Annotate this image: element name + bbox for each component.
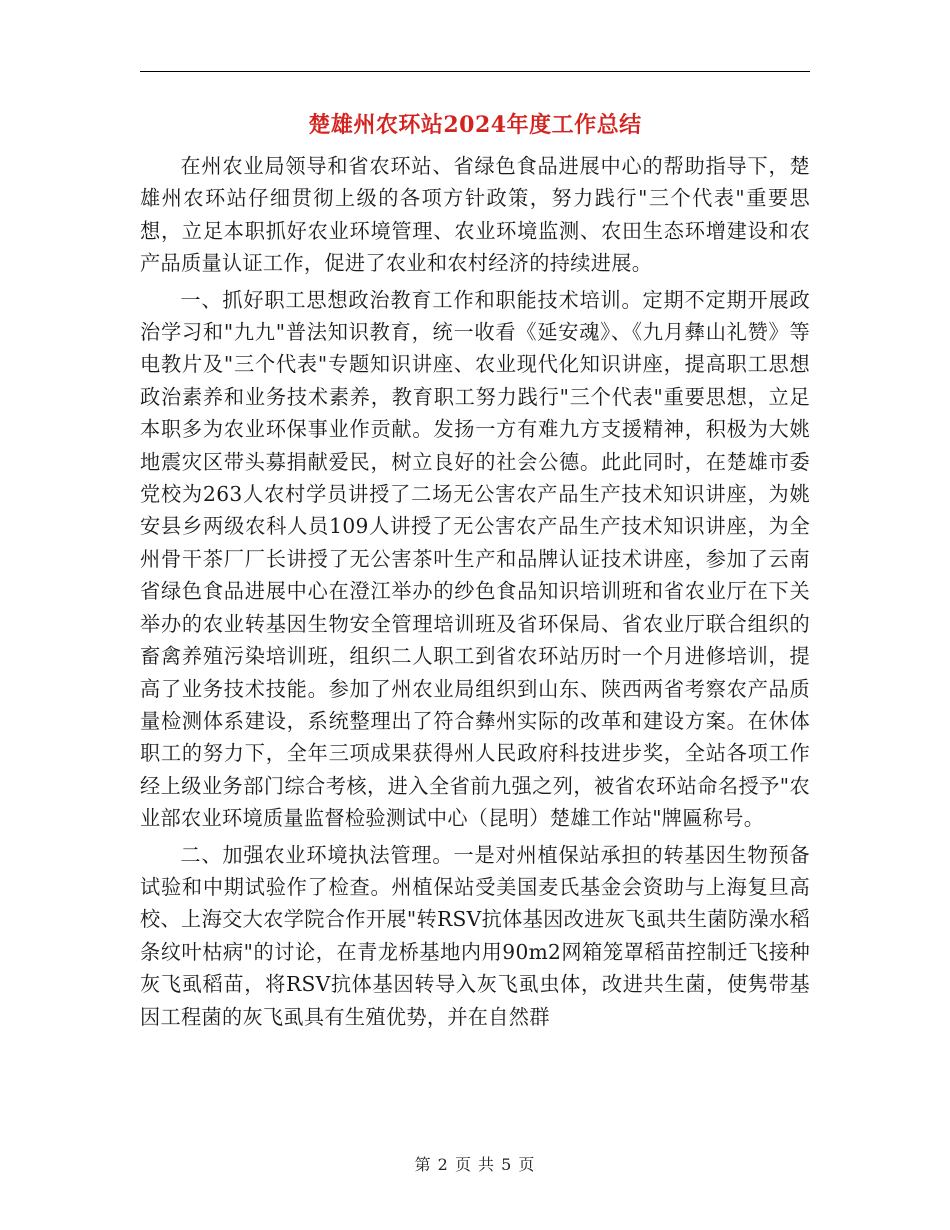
paragraph-intro: 在州农业局领导和省农环站、省绿色食品进展中心的帮助指导下，楚雄州农环站仔细贯彻上级的各项方针政策，努力践行"三个代表"重要思想，立足本职抓好农业环境管理、农业环境监测、农田生态环增建设和农产品质量认证工作，促进了农业和农村经济的持续进展。 — [140, 154, 810, 276]
paragraph-section-2: 二、加强农业环境执法管理。一是对州植保站承担的转基因生物预备试验和中期试验作了检查。州植保站受美国麦氏基金会资助与上海复旦高校、上海交大农学院合作开展"转RSV抗体基因改进灰飞虱共生菌防澡水稻条纹叶枯病"的讨论，在青龙桥基地内用90m2网箱笼罩稻苗控制迁飞接种灰飞虱稻苗，将RSV抗体基因转导入灰飞虱虫体，改进共生菌，使隽带基因工程菌的灰飞虱具有生殖优势，并在自然群 — [140, 842, 810, 1029]
document-title: 楚雄州农环站2024年度工作总结 — [308, 112, 642, 138]
header-rule — [140, 71, 810, 72]
document-body — [140, 150, 810, 1037]
page-number: 第 2 页 共 5 页 — [414, 1155, 536, 1174]
paragraph-section-1: 一、抓好职工思想政治教育工作和职能技术培训。定期不定期开展政治学习和"九九"普法知识教育，统一收看《延安魂》、《九月彝山礼赞》等电教片及"三个代表"专题知识讲座、农业现代化知识讲座，提高职工思想政治素养和业务技术素养，教育职工努力践行"三个代表"重要思想，立足本职多为农业环保事业作贡献。发扬一方有难九方支援精神，积极为大姚地震灾区带头募捐献爱民，树立良好的社会公德。此此同时，在楚雄市委党校为263人农村学员讲授了二场无公害农产品生产技术知识讲座，为姚安县乡两级农科人员109人讲授了无公害农产品生产技术知识讲座，为全州骨干茶厂厂长讲授了无公害茶叶生产和品牌认证技术讲座，参加了云南省绿色食品进展中心在澄江举办的纱色食品知识培训班和省农业厅在下关举办的农业转基因生物安全管理培训班及省环保局、省农业厅联合组织的畜禽养殖污染培训班，组织二人职工到省农环站历时一个月进修培训，提高了业务技术技能。参加了州农业局组织到山东、陕西两省考察农产品质量检测体系建设，系统整理出了符合彝州实际的改革和建设方案。在休体职工的努力下，全年三项成果获得州人民政府科技进步奖，全站各项工作经上级业务部门综合考核，进入全省前九强之列，被省农环站命名授予"农业部农业环境质量监督检验测试中心（昆明）楚雄工作站"牌匾称号。 — [140, 287, 810, 831]
